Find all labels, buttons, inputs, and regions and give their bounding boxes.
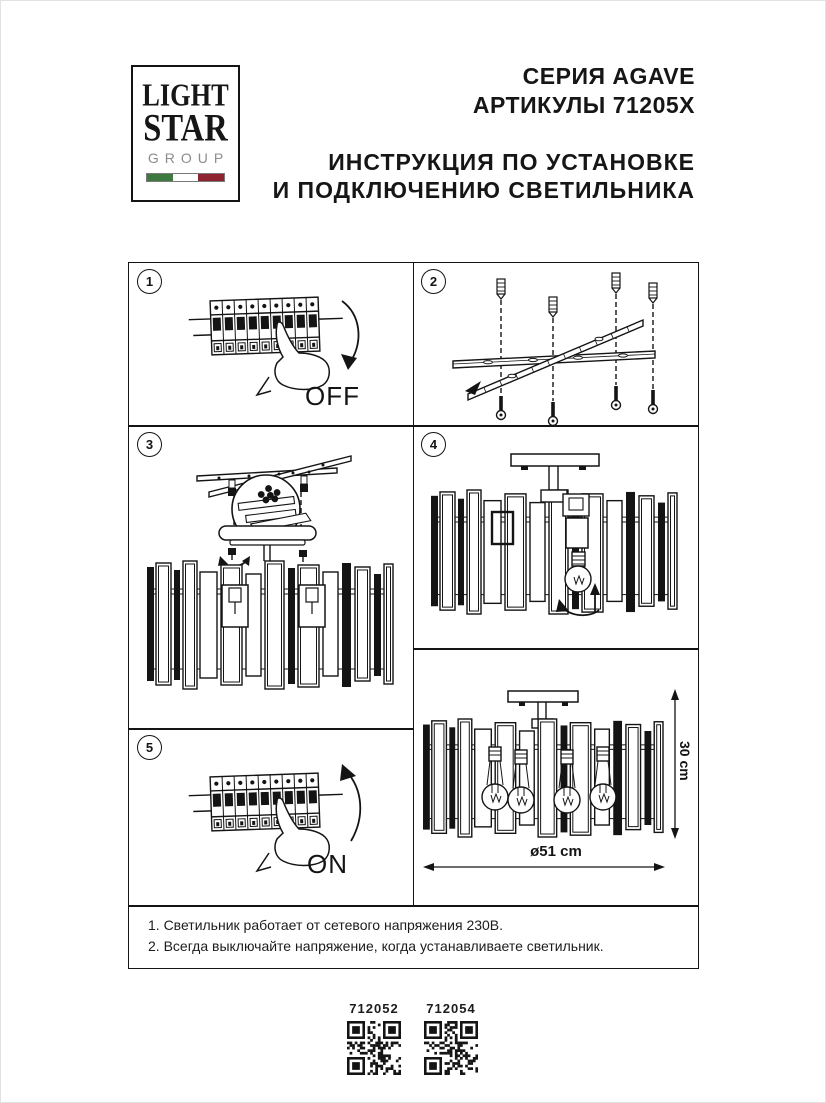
step1-illustration-breaker-off xyxy=(129,263,413,426)
safety-notes xyxy=(129,906,698,968)
height-dimension-label: 30 cm xyxy=(677,741,693,781)
step3-illustration-wiring-canopy xyxy=(129,426,413,729)
logo-light-text: LIGHT xyxy=(142,78,229,113)
qr-code-712054 xyxy=(424,1021,478,1075)
final-view-illustration-dimensions xyxy=(413,649,698,906)
step4-number: 4 xyxy=(421,432,446,457)
article-number-712054: 712054 xyxy=(426,1001,476,1016)
logo-group-text: GROUP xyxy=(147,150,230,166)
instruction-title-line2: И ПОДКЛЮЧЕНИЮ СВЕТИЛЬНИКА xyxy=(272,177,695,203)
articles-title: АРТИКУЛЫ 71205X xyxy=(472,92,695,118)
off-label: OFF xyxy=(305,381,360,411)
step2-number: 2 xyxy=(421,269,446,294)
step5-number: 5 xyxy=(137,735,162,760)
lightstar-logo xyxy=(131,65,240,202)
flag-red xyxy=(198,174,224,181)
flag-white xyxy=(173,174,199,181)
step3-number: 3 xyxy=(137,432,162,457)
step4-illustration-bulb-install xyxy=(413,426,698,649)
flag-green xyxy=(147,174,173,181)
qr-code-712052 xyxy=(347,1021,401,1075)
header-titles xyxy=(273,62,695,204)
article-number-712052: 712052 xyxy=(349,1001,399,1016)
diameter-dimension-label: ø51 cm xyxy=(530,843,582,860)
series-title: СЕРИЯ AGAVE xyxy=(522,63,695,89)
note-switch-off: 2. Всегда выключайте напряжение, когда устанавливаете светильник. xyxy=(148,938,604,954)
logo-star-text: STAR xyxy=(143,106,228,150)
instruction-grid xyxy=(128,262,699,969)
step2-illustration-mounting-brackets xyxy=(413,263,698,426)
on-label: ON xyxy=(307,849,348,879)
step5-illustration-breaker-on xyxy=(129,729,413,906)
instruction-title-line1: ИНСТРУКЦИЯ ПО УСТАНОВКЕ xyxy=(328,149,695,175)
italian-flag-stripe xyxy=(146,173,225,182)
step1-number: 1 xyxy=(137,269,162,294)
note-voltage: 1. Светильник работает от сетевого напряжения 230В. xyxy=(148,917,504,933)
